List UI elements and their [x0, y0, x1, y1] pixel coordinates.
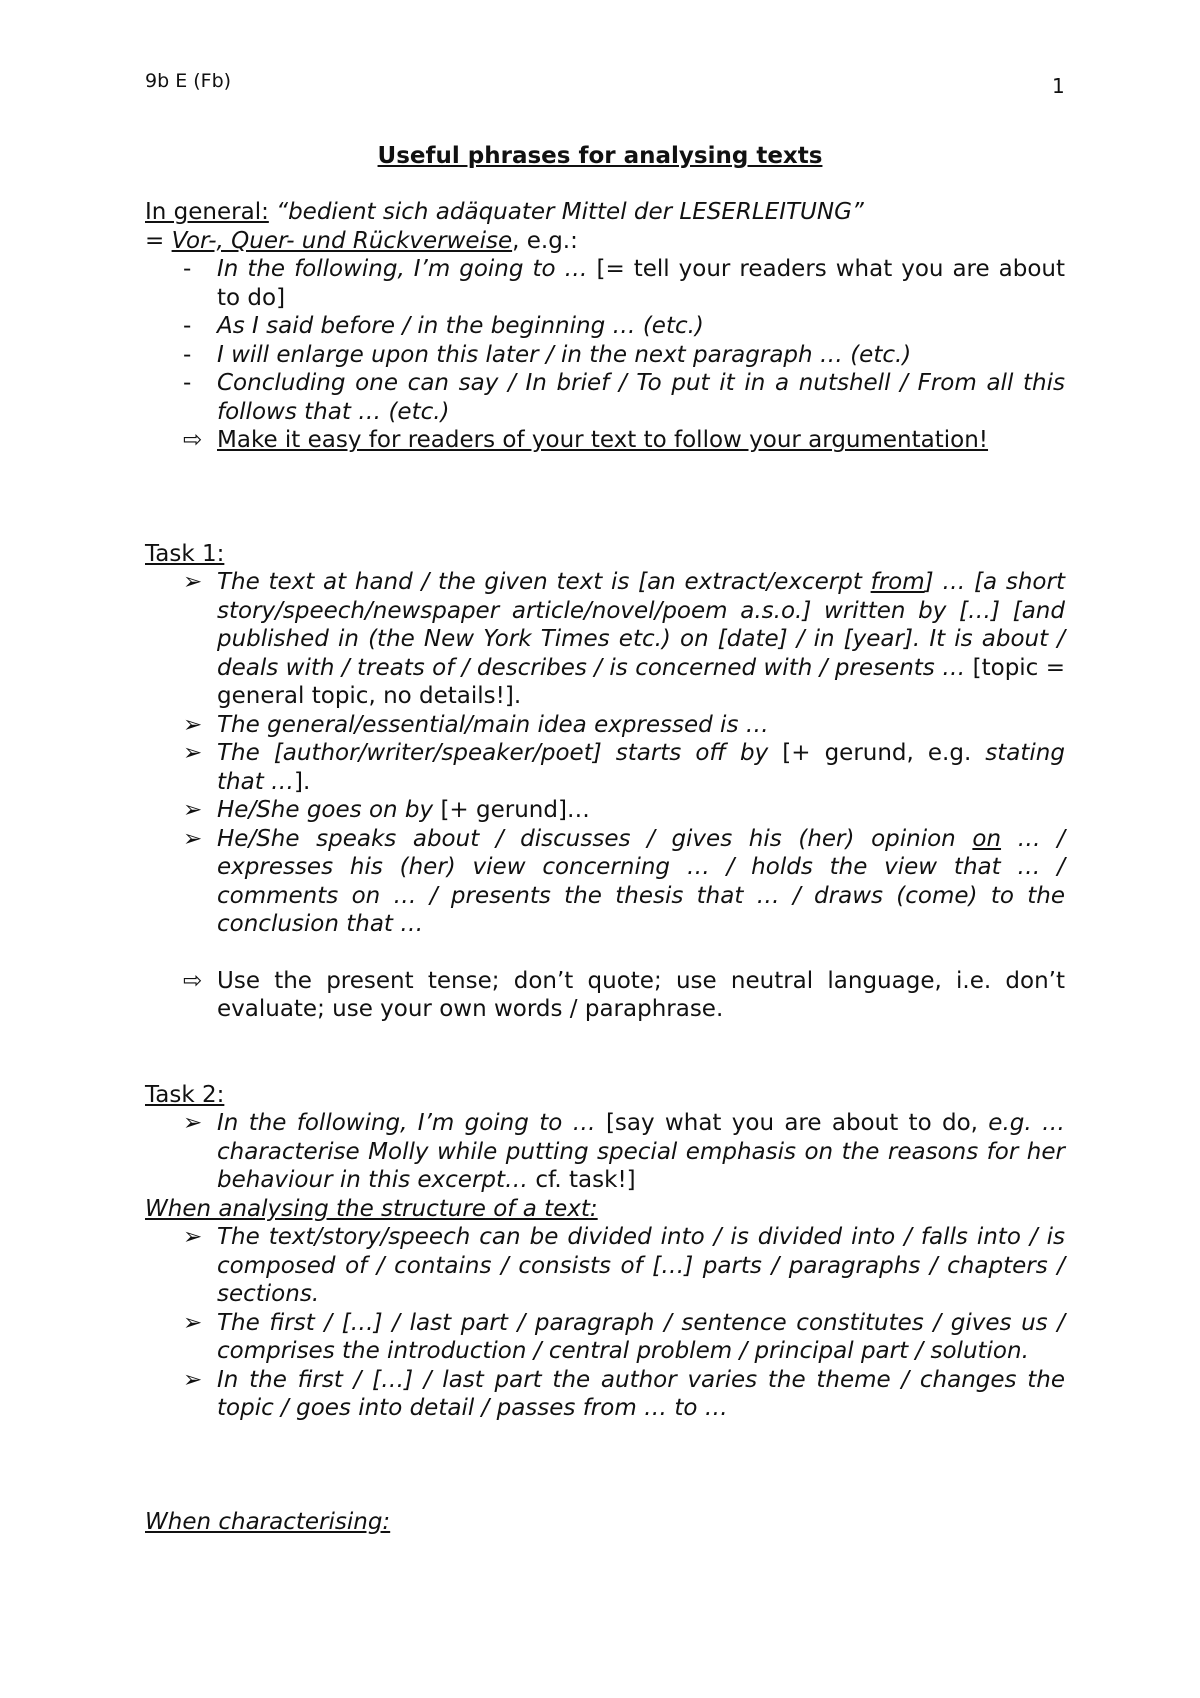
bullet-arrow-icon: ➢	[183, 825, 203, 852]
list-item: - Concluding one can say / In brief / To put it in a nutshell / From all this follows that … (etc.)	[183, 370, 1065, 425]
list-item: ➢ The text at hand / the given text is [an extract/excerpt from] … [a short story/speech/newspaper article/novel/poem a.s.o.] written by […] [and published in (the New York Times etc.) on [date] / in [year]. It is about / deals with / treats of / describes / is concerned with / presents … [topic = general topic, no details!].	[183, 569, 1066, 709]
list-item: ➢ He/She speaks about / discusses / gives his (her) opinion on … / expresses his (her) view concerning … / holds the view that … / comments on … / presents the thesis that … / draws (come) to the conclusion that …	[183, 825, 1065, 937]
list-item: ➢ He/She goes on by [+ gerund]…	[183, 797, 590, 823]
general-heading: In general:	[145, 199, 269, 225]
bullet-arrow-icon: ➢	[183, 1366, 203, 1393]
general-equation: = Vor-, Quer- und Rückverweise, e.g.:	[145, 227, 578, 254]
task1-heading-line	[145, 540, 1065, 569]
dash-marker: -	[183, 313, 192, 339]
dash-marker: -	[183, 370, 192, 396]
arrow-icon: ⇨	[183, 427, 203, 453]
task2-list	[145, 1109, 1065, 1195]
list-item: ➢ In the following, I’m going to … [say what you are about to do, e.g. … characterise Molly while putting special emphasis on the reasons for her behaviour in this excerpt… cf. task!]	[183, 1110, 1065, 1193]
task1-heading: Task 1:	[145, 540, 225, 567]
task1-list	[145, 568, 1065, 939]
general-advice: Make it easy for readers of your text to follow your argumentation!	[217, 427, 989, 453]
general-list	[145, 255, 1065, 455]
bullet-arrow-icon: ➢	[183, 740, 203, 766]
page-number: 1	[1052, 74, 1065, 98]
list-item: ➢ The [author/writer/speaker/poet] starts off by [+ gerund, e.g. stating that …].	[183, 740, 1065, 795]
bullet-arrow-icon: ➢	[183, 569, 203, 595]
list-item	[145, 426, 1065, 455]
cross-references: Vor-, Quer- und Rückverweise	[171, 227, 513, 254]
bullet-arrow-icon: ➢	[183, 711, 203, 738]
list-item: ➢ In the first / […] / last part the author varies the theme / changes the topic / goes into detail / passes from … to …	[183, 1366, 1065, 1421]
characterising-heading: When characterising:	[145, 1508, 391, 1535]
arrow-icon: ⇨	[183, 967, 203, 994]
bullet-arrow-icon: ➢	[183, 1309, 203, 1336]
bullet-arrow-icon: ➢	[183, 1110, 203, 1136]
structure-heading: When analysing the structure of a text:	[145, 1195, 598, 1222]
list-item: - As I said before / in the beginning … (etc.)	[183, 313, 704, 339]
task1-advice	[145, 967, 1065, 1024]
dash-marker: -	[183, 256, 192, 282]
structure-list	[145, 1223, 1065, 1423]
task2-heading: Task 2:	[145, 1081, 225, 1108]
list-item: ➢ The text/story/speech can be divided into / is divided into / falls into / is composed of / contains / consists of […] parts / paragraphs / chapters / sections.	[183, 1224, 1065, 1307]
list-item: - I will enlarge upon this later / in the next paragraph … (etc.)	[183, 341, 912, 368]
task2-heading-line	[145, 1081, 1065, 1110]
list-item: ⇨ Use the present tense; don’t quote; use neutral language, i.e. don’t evaluate; use your own words / paraphrase.	[183, 967, 1065, 1022]
list-item: ➢ The general/essential/main idea expressed is …	[183, 711, 769, 738]
bullet-arrow-icon: ➢	[183, 1224, 203, 1250]
dash-marker: -	[183, 341, 192, 368]
list-item: - In the following, I’m going to … [= tell your readers what you are about to do]	[183, 256, 1065, 311]
general-heading-line	[145, 198, 1065, 227]
general-quote: “bedient sich adäquater Mittel der LESERLEITUNG”	[276, 199, 864, 225]
page-title: Useful phrases for analysing texts	[377, 143, 823, 169]
header-course: 9b E (Fb)	[145, 70, 232, 92]
list-item: ➢ The first / […] / last part / paragraph / sentence constitutes / gives us / comprises the introduction / central problem / principal part / solution.	[183, 1309, 1065, 1364]
bullet-arrow-icon: ➢	[183, 797, 203, 823]
structure-heading-line	[145, 1195, 1065, 1224]
characterising-heading-line	[145, 1508, 1065, 1537]
document-body	[145, 198, 1065, 1536]
